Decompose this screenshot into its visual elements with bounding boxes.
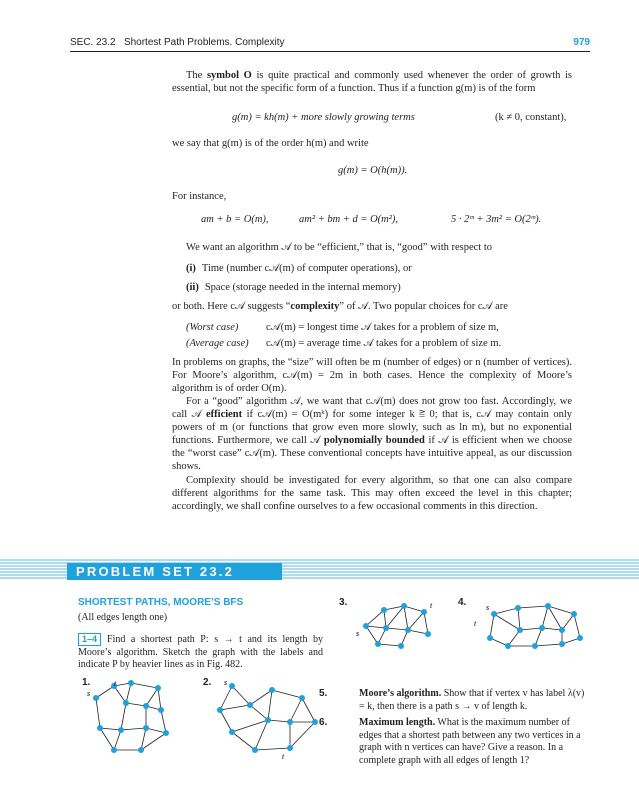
graph-1-vertex-t: t [114, 679, 117, 688]
problem-note: (All edges length one) [78, 612, 168, 623]
graph-4 [470, 598, 590, 656]
paragraph-good-algorithm: For a “good” algorithm 𝒜, we want that c𝒜(m) does not grow too fast. Accordingly, we call 𝒜 efficient if c𝒜(m) = O(mᵏ) for some integer k ≧ 0; that is, c𝒜 may contain only powers of m (or functions that grow even more slowly, such as ln m), but no exponential functions. Furthermore, we call 𝒜 polynomially bounded if 𝒜 is efficient when we choose the “worst case” c𝒜(m). These conventional concepts have intuitive appeal, as our discussion shows. [172, 396, 572, 472]
case-average: (Average case) c𝒜(m) = average time 𝒜 takes for a problem of size m. [186, 338, 502, 349]
graph-3-vertex-t: t [430, 601, 433, 610]
equation-order-form: g(m) = kh(m) + more slowly growing terms [232, 112, 415, 123]
problem-5: 5. Moore’s algorithm. Show that if vertex v has label λ(v) = k, then there is a path s → v of length k. [319, 688, 585, 712]
graph-label-2: 2. [203, 677, 212, 688]
graph-4-vertex-s: s [486, 603, 490, 612]
paragraph-complexity: or both. Here c𝒜 suggests “complexity” of 𝒜. Two popular choices for c𝒜 are [172, 301, 508, 312]
equation-example-1: am + b = O(m), [201, 214, 269, 225]
graph-4-vertex-t: t [474, 619, 477, 628]
graph-label-3: 3. [339, 597, 348, 608]
graph-3-vertex-s: s [356, 629, 360, 638]
problem-set-title: PROBLEM SET 23.2 [76, 564, 235, 579]
graph-2-vertex-s: s [224, 680, 228, 687]
problem-subheading: SHORTEST PATHS, MOORE’S BFS [78, 597, 244, 608]
problem-6: 6. Maximum length. What is the maximum number of edges that a shortest path between any two vertices in a graph with n vertices can have? Give a reason. In a complete graph with all edges of length 1? [319, 717, 581, 766]
page-number: 979 [573, 37, 590, 48]
graph-3 [346, 598, 446, 653]
graph-label-1: 1. [82, 677, 91, 688]
running-head-title: SEC. 23.2 Shortest Path Problems. Complexity [70, 37, 285, 48]
problem-range-badge: 1–4 [78, 633, 101, 646]
list-item-space: (ii) Space (storage needed in the internal memory) [186, 282, 401, 293]
paragraph-efficient: We want an algorithm 𝒜 to be “efficient,” that is, “good” with respect to [186, 242, 493, 253]
graph-2 [210, 680, 325, 760]
paragraph-investigate: Complexity should be investigated for every algorithm, so that one can also compare different algorithms for the same task. This may often exceed the level in this chapter; accordingly, we shall confine ourselves to a few occasional comments in this direction. [172, 475, 572, 512]
problem-instruction: 1–4 Find a shortest path P: s → t and its length by Moore’s algorithm. Sketch the graph with the labels and indicate P by heavier lines as in Fig. 482. [78, 634, 323, 670]
paragraph-order: we say that g(m) is of the order h(m) and write [172, 138, 369, 149]
equation-example-2: am² + bm + d = O(m²), [299, 214, 399, 225]
problem-list [319, 688, 589, 771]
equation-example-3: 5 · 2ᵐ + 3m² = O(2ᵐ). [451, 214, 542, 225]
list-item-time: (i) Time (number c𝒜(m) of computer operations), or [186, 263, 412, 274]
graph-2-vertex-t: t [282, 752, 285, 760]
equation-order-condition: (k ≠ 0, constant), [495, 112, 567, 123]
graph-1 [86, 678, 186, 758]
paragraph-graph-size: In problems on graphs, the “size” will often be m (number of edges) or n (number of vertices). For Moore’s algorithm, c𝒜(m) = 2m in both cases. Hence the complexity of Moore’s algorithm is of order O(m). [172, 357, 572, 394]
graph-label-4: 4. [458, 597, 467, 608]
graph-1-vertex-s: s [87, 689, 91, 698]
header-rule [70, 51, 590, 52]
equation-big-o: g(m) = O(h(m)). [338, 165, 408, 176]
paragraph-for-instance: For instance, [172, 191, 227, 202]
case-worst: (Worst case) c𝒜(m) = longest time 𝒜 takes for a problem of size m, [186, 322, 499, 333]
paragraph-big-o: The symbol O is quite practical and commonly used whenever the order of growth is essential, but not the specific form of a function. Thus if a function g(m) is of the form [172, 70, 573, 94]
